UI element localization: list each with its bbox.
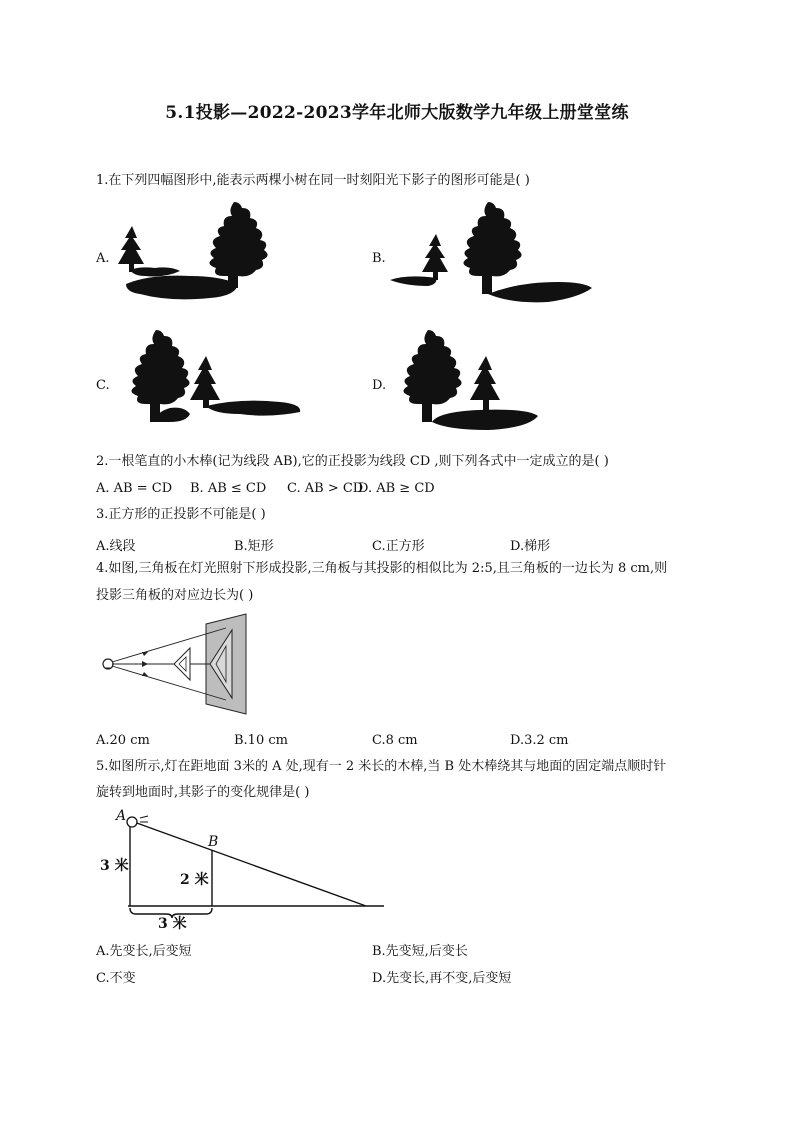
q4-option-a: A.20 cm <box>96 733 150 748</box>
q1-option-c-label: C. <box>96 378 110 393</box>
q3-option-c: C.正方形 <box>372 539 425 554</box>
label-b: B <box>208 834 219 850</box>
q2-option-b: B. AB ≤ CD <box>190 481 267 496</box>
q1-option-a-label: A. <box>96 251 110 266</box>
small-tree-shadow <box>130 267 180 276</box>
label-lamp-height: 3 米 <box>100 858 129 874</box>
q4-projection-figure <box>98 612 253 717</box>
q4-option-b: B.10 cm <box>234 733 288 748</box>
q3-option-a: A.线段 <box>96 539 136 554</box>
big-tree-shadow <box>488 282 592 302</box>
q1-figure-d <box>388 326 588 432</box>
small-tree <box>422 234 448 272</box>
question-2-text: 2.一根笔直的小木棒(记为线段 AB),它的正投影为线段 CD ,则下列各式中一定成立的是( ) <box>96 454 609 469</box>
label-stick-height: 2 米 <box>180 872 209 888</box>
q1-figure-c <box>110 326 310 426</box>
label-a: A <box>116 808 127 824</box>
q4-option-d: D.3.2 cm <box>510 733 569 748</box>
q5-option-b: B.先变短,后变长 <box>372 944 468 959</box>
q1-figure-b <box>388 198 598 308</box>
lamp-icon <box>103 659 113 669</box>
q1-option-d-label: D. <box>372 378 387 393</box>
big-tree <box>209 202 267 288</box>
triangle-board <box>174 648 190 680</box>
page-title: 5.1投影—2022-2023学年北师大版数学九年级上册堂堂练 <box>165 103 629 123</box>
question-5-text-line2: 旋转到地面时,其影子的变化规律是( ) <box>96 785 310 800</box>
question-1-text: 1.在下列四幅图形中,能表示两棵小树在同一时刻阳光下影子的图形可能是( ) <box>96 173 530 188</box>
question-5-text-line1: 5.如图所示,灯在距地面 3米的 A 处,现有一 2 米长的木棒,当 B 处木棒绕其与地面的固定端点顺时针 <box>96 759 667 774</box>
q5-lamp-stick-figure <box>96 806 386 930</box>
question-4-text-line2: 投影三角板的对应边长为( ) <box>96 588 254 603</box>
big-tree-shadow <box>126 276 238 300</box>
question-3-text: 3.正方形的正投影不可能是( ) <box>96 507 266 522</box>
q1-figure-a <box>110 198 280 308</box>
q2-option-a: A. AB = CD <box>96 481 173 496</box>
small-tree <box>470 356 500 400</box>
label-base: 3 米 <box>158 916 187 930</box>
small-tree-shadow <box>206 401 300 416</box>
small-tree-shadow <box>390 276 436 286</box>
tree-shadow <box>432 410 538 430</box>
q2-option-c: C. AB > CD <box>287 481 364 496</box>
q3-option-d: D.梯形 <box>510 539 551 554</box>
q2-option-d: D. AB ≥ CD <box>358 481 435 496</box>
question-4-text-line1: 4.如图,三角板在灯光照射下形成投影,三角板与其投影的相似比为 2:5,且三角板的一边长为 8 cm,则 <box>96 561 668 576</box>
big-tree <box>403 330 461 422</box>
q5-option-d: D.先变长,再不变,后变短 <box>372 971 512 986</box>
q4-option-c: C.8 cm <box>372 733 418 748</box>
small-tree <box>190 356 220 400</box>
small-tree <box>118 226 144 264</box>
q3-option-b: B.矩形 <box>234 539 274 554</box>
big-tree <box>463 202 521 294</box>
q1-option-b-label: B. <box>372 251 386 266</box>
q5-option-a: A.先变长,后变短 <box>96 944 192 959</box>
q5-option-c: C.不变 <box>96 971 136 986</box>
